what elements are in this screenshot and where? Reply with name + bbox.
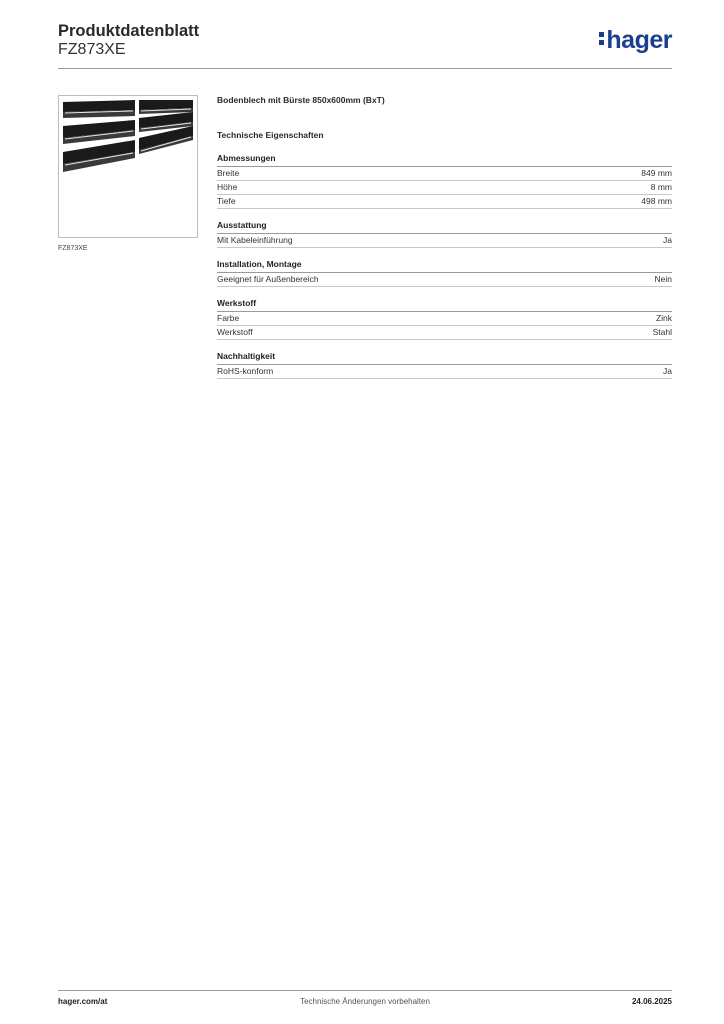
spec-value: 849 mm bbox=[641, 168, 672, 178]
spec-row bbox=[217, 167, 672, 181]
spec-value: 498 mm bbox=[641, 196, 672, 206]
spec-row bbox=[217, 273, 672, 287]
spec-label: Mit Kabeleinführung bbox=[217, 235, 293, 245]
spec-row bbox=[217, 312, 672, 326]
brush-panel-icon bbox=[59, 96, 197, 237]
spec-value: Stahl bbox=[652, 327, 672, 337]
product-description: Bodenblech mit Bürste 850x600mm (BxT) bbox=[217, 95, 385, 105]
spec-value: Nein bbox=[654, 274, 672, 284]
spec-row bbox=[217, 326, 672, 340]
spec-group-abmessungen bbox=[217, 153, 672, 209]
product-code: FZ873XE bbox=[58, 41, 126, 58]
spec-label: Tiefe bbox=[217, 196, 236, 206]
group-title: Abmessungen bbox=[217, 153, 672, 167]
document-header bbox=[58, 20, 672, 70]
footer-notice: Technische Änderungen vorbehalten bbox=[300, 997, 430, 1006]
group-title: Werkstoff bbox=[217, 298, 672, 312]
spec-value: 8 mm bbox=[650, 182, 672, 192]
spec-row bbox=[217, 195, 672, 209]
document-title: Produktdatenblatt bbox=[58, 22, 200, 40]
logo-text: hager bbox=[606, 26, 672, 54]
spec-label: Farbe bbox=[217, 313, 240, 323]
spec-content bbox=[217, 95, 672, 379]
group-title: Nachhaltigkeit bbox=[217, 351, 672, 365]
spec-value: Ja bbox=[663, 235, 672, 245]
spec-label: RoHS-konform bbox=[217, 366, 274, 376]
spec-row bbox=[217, 181, 672, 195]
spec-label: Werkstoff bbox=[217, 327, 253, 337]
spec-value: Ja bbox=[663, 366, 672, 376]
group-title: Ausstattung bbox=[217, 220, 672, 234]
header-divider bbox=[58, 68, 672, 69]
image-caption: FZ873XE bbox=[58, 245, 88, 252]
logo-dots-icon bbox=[599, 29, 604, 48]
footer-divider bbox=[58, 990, 672, 991]
spec-label: Geeignet für Außenbereich bbox=[217, 274, 319, 284]
spec-group-installation bbox=[217, 259, 672, 287]
spec-group-nachhaltigkeit bbox=[217, 351, 672, 379]
spec-group-ausstattung bbox=[217, 220, 672, 248]
hager-logo bbox=[599, 26, 672, 55]
spec-label: Höhe bbox=[217, 182, 238, 192]
product-image bbox=[58, 95, 198, 238]
group-title: Installation, Montage bbox=[217, 259, 672, 273]
spec-row bbox=[217, 365, 672, 379]
spec-value: Zink bbox=[655, 313, 672, 323]
spec-row bbox=[217, 234, 672, 248]
spec-label: Breite bbox=[217, 168, 240, 178]
spec-group-werkstoff bbox=[217, 298, 672, 340]
footer-website-link[interactable]: hager.com/at bbox=[58, 997, 108, 1006]
footer-date: 24.06.2025 bbox=[631, 997, 672, 1006]
section-heading: Technische Eigenschaften bbox=[217, 130, 324, 140]
